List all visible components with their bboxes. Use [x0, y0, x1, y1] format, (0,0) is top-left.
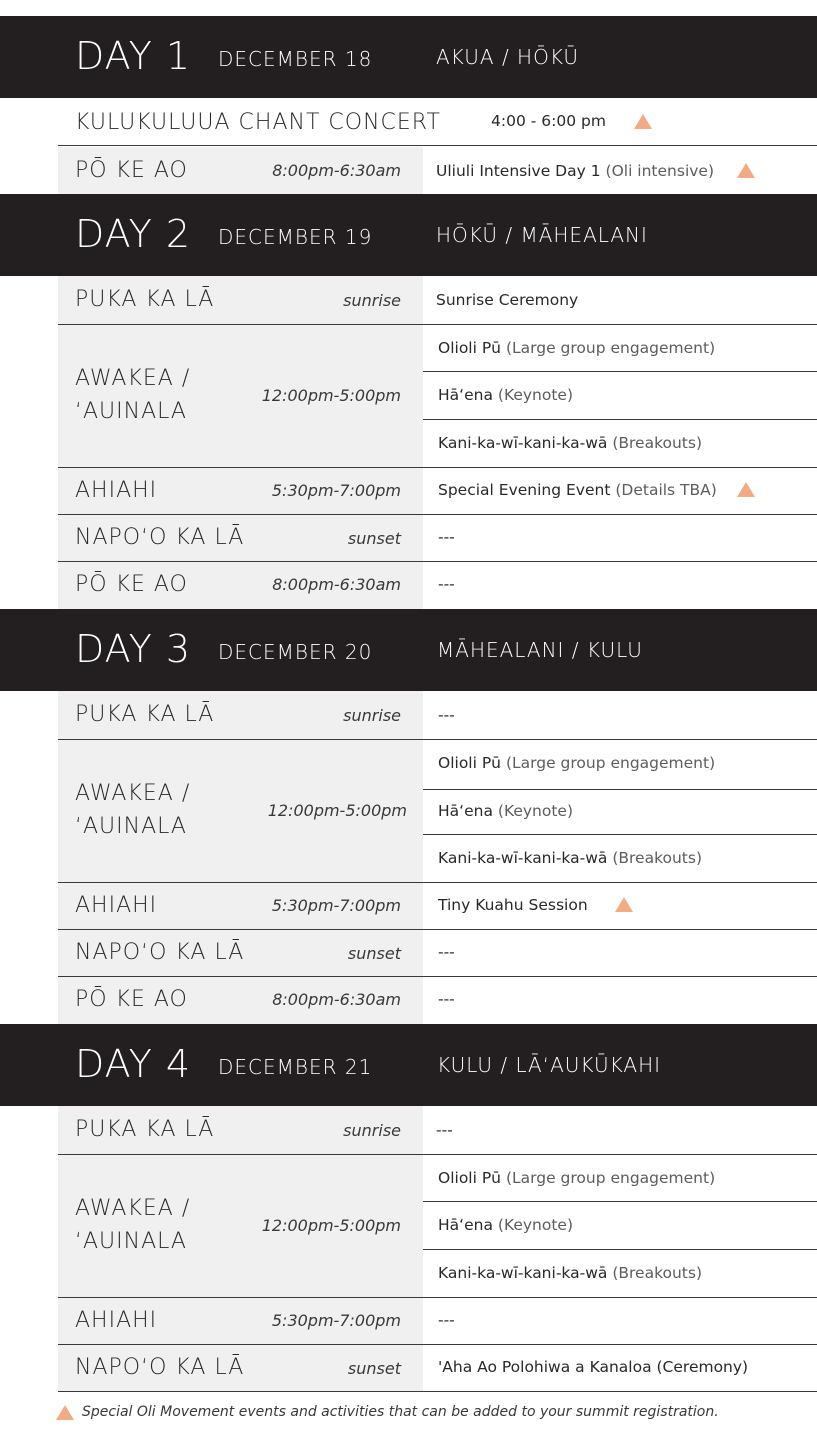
schedule-row-ahiahi [58, 883, 817, 930]
event-cell [423, 1106, 817, 1154]
period-cell [58, 1298, 423, 1344]
period-cell [58, 276, 423, 324]
period-time: sunset [347, 529, 401, 548]
event-cell [423, 276, 817, 324]
event-title: Special Evening Event [438, 481, 611, 499]
day-label: DAY 2 [75, 212, 192, 256]
period-name-line2: ʻAUINALA [75, 399, 187, 424]
event-cell [423, 691, 817, 739]
event-note: (Large group engagement) [505, 339, 716, 357]
period-time: 12:00pm-5:00pm [267, 801, 407, 820]
event-title: --- [438, 575, 455, 593]
event-title: --- [436, 1121, 453, 1139]
period-cell [58, 1106, 423, 1154]
event-note: (Breakouts) [612, 434, 703, 452]
event-title: Hāʻena [438, 1216, 493, 1234]
event-note: (Keynote) [497, 386, 574, 404]
period-name-line2: ʻAUINALA [75, 814, 187, 839]
event-note: (Keynote) [497, 802, 574, 820]
day-label: DAY 4 [75, 1042, 192, 1086]
period-cell [58, 515, 423, 561]
event-title: Tiny Kuahu Session [438, 896, 588, 914]
day-1-header [0, 16, 817, 98]
schedule-row-po-ke-ao [58, 562, 817, 609]
period-time: 12:00pm-5:00pm [261, 386, 401, 405]
event-cell [423, 930, 817, 976]
day-moon-phase: MĀHEALANI / KULU [437, 638, 643, 662]
day-date: DECEMBER 19 [218, 225, 373, 249]
period-cell [58, 562, 423, 609]
legend-text: Special Oli Movement events and activities that can be added to your summit registration. [82, 1404, 719, 1420]
day-date: DECEMBER 20 [218, 640, 373, 664]
period-time: sunrise [343, 291, 401, 310]
event-note: (Large group engagement) [505, 1169, 716, 1187]
concert-name: KULUKULUUA CHANT CONCERT [75, 110, 441, 135]
event-cell [423, 883, 817, 929]
period-cell [58, 1155, 423, 1297]
day-moon-phase: KULU / LĀʻAUKŪKAHI [437, 1053, 662, 1077]
event-title: Kani-ka-wī-kani-ka-wā [438, 1264, 608, 1282]
day-label: DAY 3 [75, 627, 192, 671]
period-name: NAPOʻO KA LĀ [75, 525, 245, 550]
period-time: 12:00pm-5:00pm [261, 1216, 401, 1235]
event-title: --- [438, 706, 455, 724]
schedule-row-po-ke-ao [58, 147, 817, 194]
period-name: PŌ KE AO [75, 987, 188, 1012]
event-text [438, 481, 717, 499]
event-title: Kani-ka-wī-kani-ka-wā [438, 849, 608, 867]
event-title: Olioli Pū [438, 754, 502, 772]
period-name: PŌ KE AO [75, 158, 188, 183]
event-note: (Details TBA) [615, 481, 717, 499]
event-cell [423, 1298, 817, 1344]
schedule-row-awakea [58, 740, 817, 883]
schedule-row-puka-ka-la [58, 276, 817, 325]
schedule-row-ahiahi [58, 1298, 817, 1345]
period-time: 8:00pm-6:30am [272, 990, 401, 1009]
period-time: 8:00pm-6:30am [272, 575, 401, 594]
period-cell [58, 468, 423, 514]
day-label: DAY 1 [75, 34, 192, 78]
period-time: 5:30pm-7:00pm [271, 896, 401, 915]
event-title: --- [438, 528, 455, 546]
event-cell [423, 515, 817, 561]
schedule-row-awakea [58, 325, 817, 468]
period-name: AHIAHI [75, 1308, 158, 1333]
event-note: (Oli intensive) [605, 162, 715, 180]
day-date: DECEMBER 21 [218, 1055, 373, 1079]
event-title: --- [438, 990, 455, 1008]
event-note: (Large group engagement) [505, 754, 716, 772]
period-name-line1: AWAKEA / [75, 1196, 191, 1221]
event-item [423, 740, 817, 790]
period-name: PUKA KA LĀ [75, 1117, 215, 1142]
period-time: sunset [347, 1359, 401, 1378]
event-item [423, 835, 817, 882]
triangle-icon [737, 482, 755, 497]
event-title: Olioli Pū [438, 1169, 502, 1187]
event-cell [423, 977, 817, 1024]
period-time: 5:30pm-7:00pm [271, 1311, 401, 1330]
triangle-icon [634, 114, 652, 129]
period-name-line1: AWAKEA / [75, 781, 191, 806]
event-text [436, 162, 714, 180]
event-title: --- [438, 1311, 455, 1329]
period-cell [58, 147, 423, 194]
event-cell [423, 325, 817, 467]
period-time: sunrise [343, 1121, 401, 1140]
triangle-icon [737, 163, 755, 178]
event-title: Kani-ka-wī-kani-ka-wā [438, 434, 608, 452]
day-moon-phase: AKUA / HŌKŪ [436, 45, 580, 69]
event-item [423, 1155, 817, 1202]
schedule-row-napoo-ka-la [58, 1345, 817, 1392]
period-cell [58, 691, 423, 739]
period-name: AHIAHI [75, 478, 158, 503]
concert-row [58, 98, 817, 146]
period-name-line1: AWAKEA / [75, 366, 191, 391]
concert-time: 4:00 - 6:00 pm [491, 112, 606, 130]
event-item [423, 790, 817, 835]
event-cell [423, 468, 817, 514]
period-name: NAPOʻO KA LĀ [75, 940, 245, 965]
event-cell [423, 562, 817, 609]
event-title: 'Aha Ao Polohiwa a Kanaloa (Ceremony) [438, 1358, 749, 1376]
period-cell [58, 930, 423, 976]
event-cell [423, 740, 817, 882]
schedule-row-puka-ka-la [58, 1106, 817, 1155]
period-name: PŌ KE AO [75, 572, 188, 597]
event-item [423, 420, 817, 467]
period-cell [58, 325, 423, 467]
legend-footnote [56, 1402, 816, 1424]
event-title: Sunrise Ceremony [436, 291, 579, 309]
period-time: sunset [347, 944, 401, 963]
period-time: 5:30pm-7:00pm [271, 481, 401, 500]
period-name-line2: ʻAUINALA [75, 1229, 187, 1254]
period-time: 8:00pm-6:30am [272, 161, 401, 180]
day-moon-phase: HŌKŪ / MĀHEALANI [436, 223, 648, 247]
day-4-header [0, 1024, 817, 1106]
day-date: DECEMBER 18 [218, 47, 373, 71]
schedule-row-napoo-ka-la [58, 515, 817, 562]
triangle-icon [56, 1405, 74, 1420]
event-note: (Breakouts) [612, 849, 703, 867]
event-note: (Breakouts) [612, 1264, 703, 1282]
period-name: PUKA KA LĀ [75, 287, 215, 312]
schedule-row-po-ke-ao [58, 977, 817, 1024]
event-item [423, 1250, 817, 1297]
schedule-row-napoo-ka-la [58, 930, 817, 977]
event-cell [423, 147, 817, 194]
period-time: sunrise [343, 706, 401, 725]
period-name: AHIAHI [75, 893, 158, 918]
schedule-row-awakea [58, 1155, 817, 1298]
event-title: --- [438, 943, 455, 961]
day-2-header [0, 194, 817, 276]
event-title: Hāʻena [438, 386, 493, 404]
event-note: (Keynote) [497, 1216, 574, 1234]
schedule-row-ahiahi [58, 468, 817, 515]
event-cell [423, 1155, 817, 1297]
period-cell [58, 977, 423, 1024]
schedule-row-puka-ka-la [58, 691, 817, 740]
period-cell [58, 740, 423, 882]
period-name: NAPOʻO KA LĀ [75, 1355, 245, 1380]
event-title: Hāʻena [438, 802, 493, 820]
event-title: Olioli Pū [438, 339, 502, 357]
event-item [423, 372, 817, 420]
period-cell [58, 883, 423, 929]
day-3-header [0, 609, 817, 691]
event-item [423, 325, 817, 372]
event-cell [423, 1345, 817, 1391]
period-name: PUKA KA LĀ [75, 702, 215, 727]
triangle-icon [615, 897, 633, 912]
event-title: Uliuli Intensive Day 1 [436, 162, 601, 180]
period-cell [58, 1345, 423, 1391]
event-item [423, 1202, 817, 1250]
